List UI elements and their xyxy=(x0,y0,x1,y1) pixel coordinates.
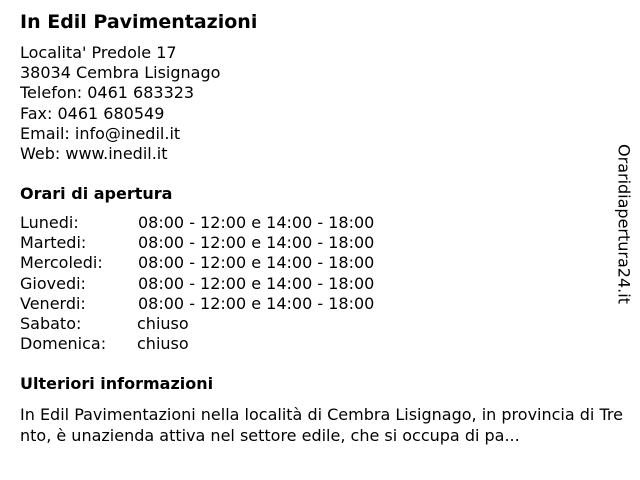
day-hours: chiuso xyxy=(137,313,189,333)
day-hours: 08:00 - 12:00 e 14:00 - 18:00 xyxy=(138,273,375,293)
day-hours: 08:00 - 12:00 e 14:00 - 18:00 xyxy=(138,253,375,273)
day-label: Mercoledi: xyxy=(20,253,103,273)
watermark-text: Oraridiapertura24.it xyxy=(614,143,634,304)
fax-number: Fax: 0461 680549 xyxy=(20,103,165,123)
day-label: Giovedi: xyxy=(20,273,86,293)
city-address: 38034 Cembra Lisignago xyxy=(20,63,221,83)
day-label: Domenica: xyxy=(20,334,107,354)
day-label: Sabato: xyxy=(20,313,82,333)
watermark xyxy=(612,136,636,311)
address-block xyxy=(20,43,220,164)
day-label: Lunedi: xyxy=(20,213,79,232)
street-address: Localita' Predole 17 xyxy=(20,43,177,62)
day-hours: chiuso xyxy=(137,334,189,354)
opening-hours-heading: Orari di apertura xyxy=(20,184,173,203)
day-hours: 08:00 - 12:00 e 14:00 - 18:00 xyxy=(138,293,375,313)
description-text: In Edil Pavimentazioni nella località di Cembra Lisignago, in provincia di Trento, è unazienda attiva nel settore edile, che si occupa di pa... xyxy=(20,405,623,445)
business-name: In Edil Pavimentazioni xyxy=(20,11,258,33)
more-info-heading: Ulteriori informazioni xyxy=(20,374,214,393)
phone-number: Telefon: 0461 683323 xyxy=(20,83,195,103)
website: Web: www.inedil.it xyxy=(20,144,168,164)
email-address: Email: info@inedil.it xyxy=(20,123,181,143)
day-hours: 08:00 - 12:00 e 14:00 - 18:00 xyxy=(138,213,375,232)
day-label: Martedi: xyxy=(20,233,87,253)
day-hours: 08:00 - 12:00 e 14:00 - 18:00 xyxy=(138,233,375,253)
day-label: Venerdi: xyxy=(20,293,86,313)
